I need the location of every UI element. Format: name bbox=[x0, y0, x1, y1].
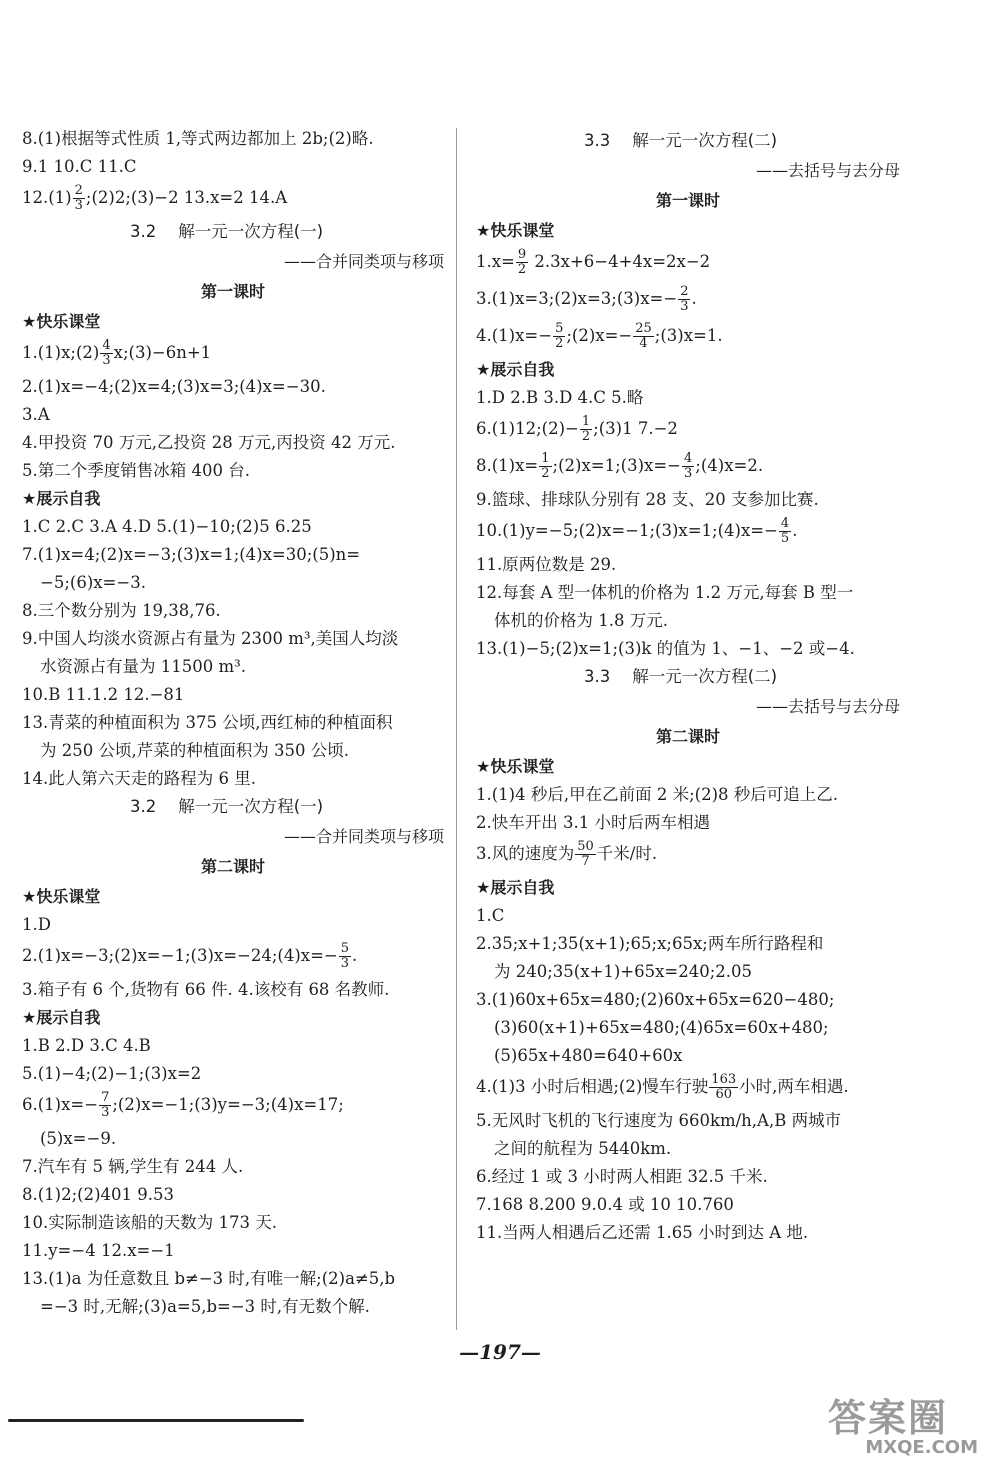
part-heading: ★快乐课堂 bbox=[476, 221, 555, 240]
answer-line: 4.甲投资 70 万元,乙投资 28 万元,丙投资 42 万元. bbox=[22, 433, 396, 452]
watermark-url: MXQE.COM bbox=[865, 1437, 978, 1458]
answer-line: 12.每套 A 型一体机的价格为 1.2 万元,每套 B 型一 bbox=[476, 583, 854, 602]
answer-line: 1.D 2.B 3.D 4.C 5.略 bbox=[476, 388, 644, 407]
fraction: $\frac{4}{3}$ bbox=[102, 338, 111, 368]
answer-line: 3.A bbox=[22, 405, 50, 424]
section-title: 3.3 解一元一次方程(二) bbox=[584, 131, 778, 150]
answer-line: 1.D bbox=[22, 915, 51, 934]
answer-line: (3)60(x+1)+65x=480;(4)65x=60x+480; bbox=[494, 1018, 829, 1037]
answer-line: (5)x=−9. bbox=[40, 1129, 117, 1148]
answer-line: 1.x= $\frac{9}{2}$ 2.3x+6−4+4x=2x−2 bbox=[476, 247, 711, 277]
answer-line: 13.青菜的种植面积为 375 公顷,西红柿的种植面积 bbox=[22, 713, 393, 732]
answer-line: 2.(1)x=−3;(2)x=−1;(3)x=−24;(4)x=− $\frac{5}{3}$ . bbox=[22, 941, 358, 971]
answer-line: 2.35;x+1;35(x+1);65;x;65x;两车所行路程和 bbox=[476, 934, 824, 953]
answer-line: 6.(1)x=− $\frac{7}{3}$ ;(2)x=−1;(3)y=−3;(4)x=17; bbox=[22, 1090, 344, 1120]
fraction: $\frac{25}{4}$ bbox=[635, 321, 652, 351]
part-heading: ★展示自我 bbox=[22, 1008, 101, 1027]
answer-line: 5.(1)−4;(2)−1;(3)x=2 bbox=[22, 1064, 202, 1083]
answer-line: 5.第二个季度销售冰箱 400 台. bbox=[22, 461, 250, 480]
left-column bbox=[22, 128, 444, 1324]
answer-line: 1.(1)x;(2) $\frac{4}{3}$ x;(3)−6n+1 bbox=[22, 338, 212, 368]
lesson-title: 第二课时 bbox=[200, 857, 265, 876]
answer-line: 为 240;35(x+1)+65x=240;2.05 bbox=[494, 962, 753, 981]
section-subtitle: ——合并同类项与移项 bbox=[283, 827, 444, 846]
fraction: $\frac{1}{2}$ bbox=[541, 451, 550, 481]
answer-line: 1.C bbox=[476, 906, 505, 925]
answer-line: 9.篮球、排球队分别有 28 支、20 支参加比赛. bbox=[476, 490, 819, 509]
answer-line: 11.原两位数是 29. bbox=[476, 555, 617, 574]
answer-line: 14.此人第六天走的路程为 6 里. bbox=[22, 769, 256, 788]
answer-line: 7.汽车有 5 辆,学生有 244 人. bbox=[22, 1157, 244, 1176]
answer-line: 11.当两人相遇后乙还需 1.65 小时到达 A 地. bbox=[476, 1223, 809, 1242]
answer-line: 10.(1)y=−5;(2)x=−1;(3)x=1;(4)x=− $\frac{4}{5}$ . bbox=[476, 516, 798, 546]
fraction: $\frac{2}{3}$ bbox=[74, 183, 83, 213]
answer-line: 2.快车开出 3.1 小时后两车相遇 bbox=[476, 813, 710, 832]
fraction: $\frac{2}{3}$ bbox=[680, 284, 689, 314]
fraction: $\frac{5}{3}$ bbox=[340, 941, 350, 971]
answer-line: 水资源占有量为 11500 m³. bbox=[40, 657, 246, 676]
answer-line: 1.(1)4 秒后,甲在乙前面 2 米;(2)8 秒后可追上乙. bbox=[476, 785, 839, 804]
answer-line: 9.中国人均淡水资源占有量为 2300 m³,美国人均淡 bbox=[22, 629, 399, 648]
answer-line: 13.(1)a 为任意数且 b≠−3 时,有唯一解;(2)a≠5,b bbox=[22, 1269, 396, 1288]
answer-line: 2.(1)x=−4;(2)x=4;(3)x=3;(4)x=−30. bbox=[22, 377, 326, 396]
section-subtitle: ——合并同类项与移项 bbox=[283, 252, 444, 271]
answer-line: 3.(1)x=3;(2)x=3;(3)x=− $\frac{2}{3}$ . bbox=[476, 284, 697, 314]
fraction: $\frac{4}{5}$ bbox=[780, 516, 790, 546]
answer-line: 8.三个数分别为 19,38,76. bbox=[22, 601, 221, 620]
answer-line: −5;(6)x=−3. bbox=[40, 573, 146, 592]
answer-line: 9.1 10.C 11.C bbox=[22, 157, 137, 176]
answer-line: 3.(1)60x+65x=480;(2)60x+65x=620−480; bbox=[476, 990, 835, 1009]
page-number: —197— bbox=[459, 1340, 541, 1364]
fraction: $\frac{1}{2}$ bbox=[581, 414, 591, 444]
answer-line: 体机的价格为 1.8 万元. bbox=[494, 611, 668, 630]
answer-line: 4.(1)x=− $\frac{5}{2}$ ;(2)x=− $\frac{25}{4}$ ;(3)x=1. bbox=[476, 321, 723, 351]
answer-line: 11.y=−4 12.x=−1 bbox=[22, 1241, 175, 1260]
answer-line: 5.无风时飞机的飞行速度为 660km/h,A,B 两城市 bbox=[476, 1111, 842, 1130]
answer-line: 10.实际制造该船的天数为 173 天. bbox=[22, 1213, 277, 1232]
part-heading: ★快乐课堂 bbox=[476, 757, 555, 776]
bottom-rule bbox=[8, 1419, 304, 1422]
answer-line: 8.(1)x= $\frac{1}{2}$ ;(2)x=1;(3)x=− $\frac{4}{3}$ ;(4)x=2. bbox=[476, 451, 764, 481]
answer-line: 4.(1)3 小时后相遇;(2)慢车行驶 $\frac{163}{60}$ 小时,两车相遇. bbox=[476, 1072, 849, 1102]
answer-line: 3.箱子有 6 个,货物有 66 件. 4.该校有 68 名教师. bbox=[22, 980, 390, 999]
part-heading: ★展示自我 bbox=[476, 360, 555, 379]
lesson-title: 第二课时 bbox=[655, 727, 720, 746]
section-title: 3.2 解一元一次方程(一) bbox=[130, 797, 324, 816]
section-subtitle: ——去括号与去分母 bbox=[755, 161, 900, 180]
part-heading: ★快乐课堂 bbox=[22, 887, 101, 906]
fraction: $\frac{9}{2}$ bbox=[517, 247, 527, 277]
answer-line: (5)65x+480=640+60x bbox=[494, 1046, 683, 1065]
answer-line: 为 250 公顷,芹菜的种植面积为 350 公顷. bbox=[40, 741, 349, 760]
watermark-logo bbox=[828, 1398, 978, 1460]
answer-line: 6.(1)12;(2)− $\frac{1}{2}$ ;(3)1 7.−2 bbox=[476, 414, 678, 444]
answer-line: 7.(1)x=4;(2)x=−3;(3)x=1;(4)x=30;(5)n= bbox=[22, 545, 361, 564]
part-heading: ★展示自我 bbox=[476, 878, 555, 897]
fraction: $\frac{7}{3}$ bbox=[101, 1090, 110, 1120]
answer-line: 之间的航程为 5440km. bbox=[494, 1139, 672, 1158]
answer-line: 3.风的速度为 $\frac{50}{7}$ 千米/时. bbox=[476, 839, 658, 869]
fraction: $\frac{5}{2}$ bbox=[555, 321, 564, 351]
part-heading: ★展示自我 bbox=[22, 489, 101, 508]
answer-line: 13.(1)−5;(2)x=1;(3)k 的值为 1、−1、−2 或−4. bbox=[476, 639, 855, 658]
answer-line: 1.B 2.D 3.C 4.B bbox=[22, 1036, 151, 1055]
answer-line: 10.B 11.1.2 12.−81 bbox=[22, 685, 185, 704]
answer-line: 7.168 8.200 9.0.4 或 10 10.760 bbox=[476, 1195, 734, 1214]
fraction: $\frac{50}{7}$ bbox=[577, 839, 594, 869]
column-divider bbox=[456, 128, 457, 1330]
watermark-text: 答案圈 bbox=[828, 1396, 949, 1440]
section-title: 3.3 解一元一次方程(二) bbox=[584, 667, 778, 686]
lesson-title: 第一课时 bbox=[655, 191, 720, 210]
fraction: $\frac{4}{3}$ bbox=[683, 451, 693, 481]
answer-line: 6.经过 1 或 3 小时两人相距 32.5 千米. bbox=[476, 1167, 768, 1186]
answer-line: 1.C 2.C 3.A 4.D 5.(1)−10;(2)5 6.25 bbox=[22, 517, 312, 536]
section-subtitle: ——去括号与去分母 bbox=[755, 697, 900, 716]
right-column bbox=[476, 128, 900, 1250]
answer-line: 12.(1) $\frac{2}{3}$ ;(2)2;(3)−2 13.x=2 14.A bbox=[22, 183, 288, 213]
answer-line: 8.(1)根据等式性质 1,等式两边都加上 2b;(2)略. bbox=[22, 129, 374, 148]
section-title: 3.2 解一元一次方程(一) bbox=[130, 222, 324, 241]
answer-line: =−3 时,无解;(3)a=5,b=−3 时,有无数个解. bbox=[40, 1297, 370, 1316]
fraction: $\frac{163}{60}$ bbox=[711, 1072, 737, 1102]
answer-line: 8.(1)2;(2)401 9.53 bbox=[22, 1185, 175, 1204]
part-heading: ★快乐课堂 bbox=[22, 312, 101, 331]
lesson-title: 第一课时 bbox=[200, 282, 265, 301]
